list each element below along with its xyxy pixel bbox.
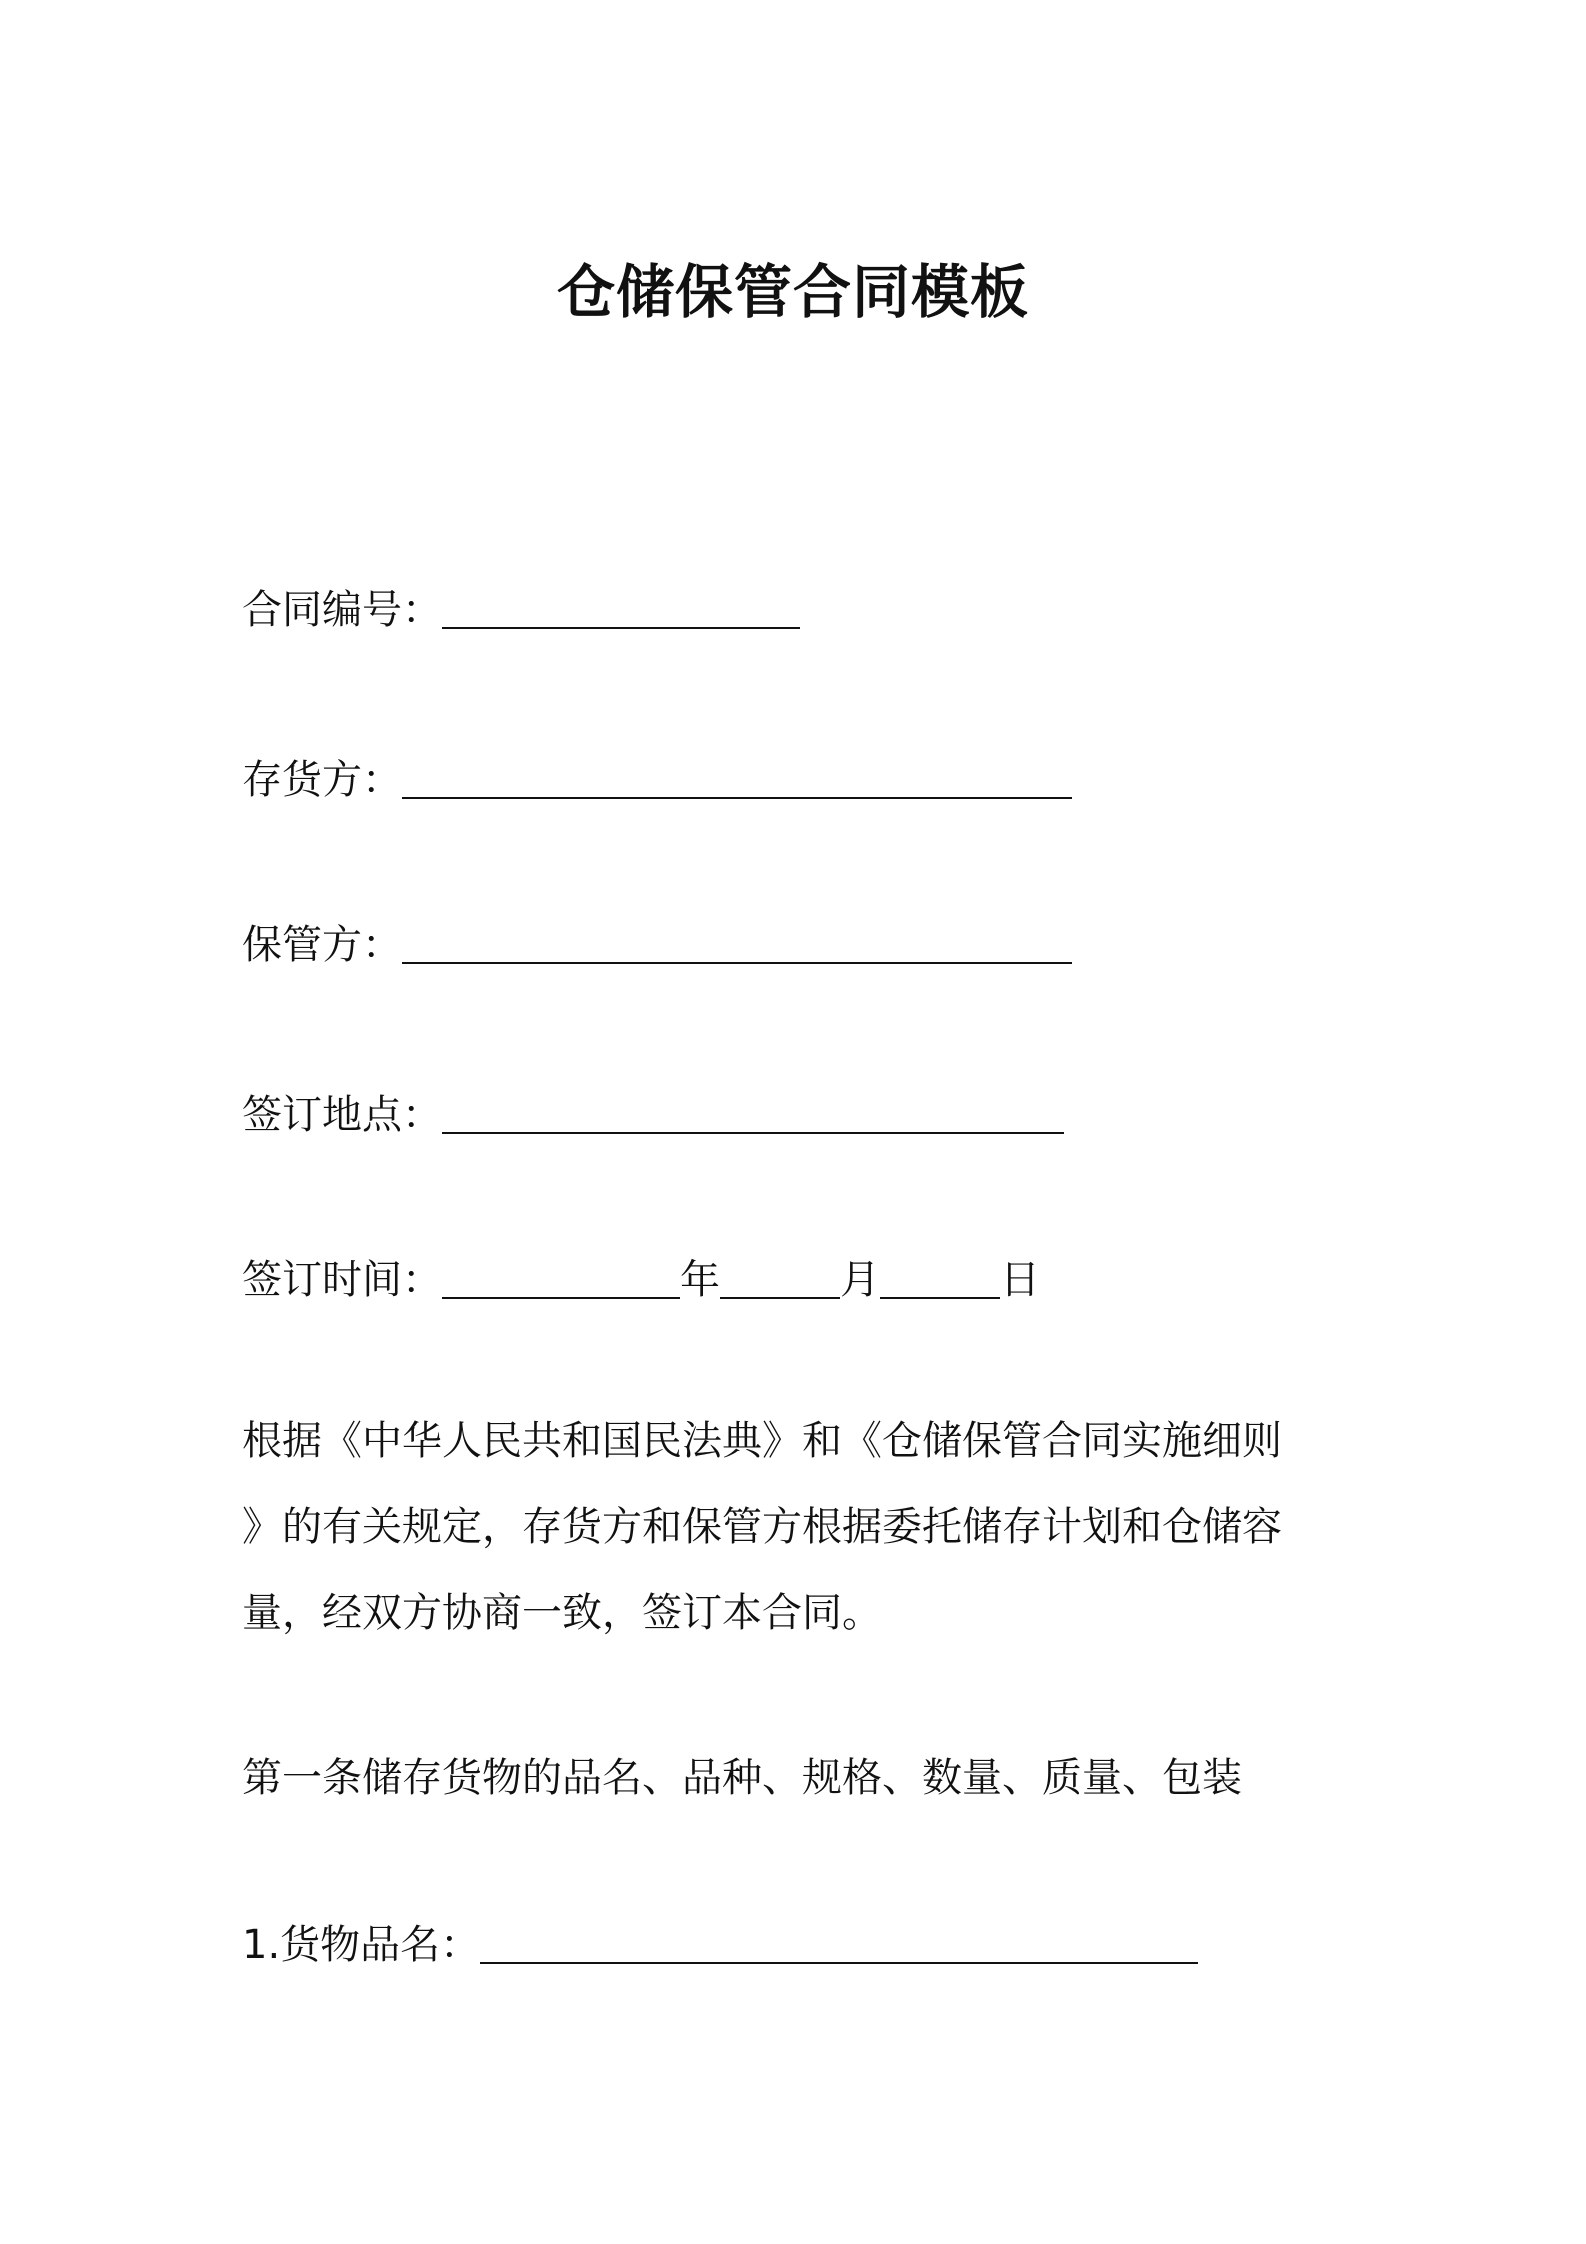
intro-line-3: 量，经双方协商一致，签订本合同。 — [242, 1590, 882, 1636]
goods-name-blank[interactable] — [480, 1922, 1198, 1964]
day-blank[interactable] — [880, 1257, 1000, 1299]
goods-name-label: 1.货物品名： — [242, 1922, 481, 1968]
sign-place-label: 签订地点： — [242, 1092, 442, 1138]
intro-paragraph — [242, 1398, 1362, 1656]
sign-place-blank[interactable] — [442, 1092, 1064, 1134]
month-label: 月 — [840, 1257, 880, 1303]
depositor-label: 存货方： — [242, 757, 402, 803]
sign-time-label: 签订时间： — [242, 1257, 442, 1303]
article1-heading: 第一条储存货物的品名、品种、规格、数量、质量、包装 — [242, 1755, 1242, 1801]
contract-number-label: 合同编号： — [242, 587, 442, 633]
goods-name-line — [242, 1915, 1198, 1975]
document-title: 仓储保管合同模板 — [556, 258, 1029, 326]
contract-number-blank[interactable] — [442, 587, 800, 629]
month-blank[interactable] — [720, 1257, 840, 1299]
sign-time-line — [242, 1250, 1040, 1310]
sign-place-line — [242, 1085, 1064, 1145]
custodian-label: 保管方： — [242, 922, 402, 968]
custodian-line — [242, 915, 1072, 975]
depositor-blank[interactable] — [402, 757, 1072, 799]
year-label: 年 — [680, 1257, 720, 1303]
day-label: 日 — [1000, 1257, 1040, 1303]
intro-line-2: 》的有关规定，存货方和保管方根据委托储存计划和仓储容 — [242, 1504, 1282, 1550]
custodian-blank[interactable] — [402, 922, 1072, 964]
contract-number-line — [242, 580, 800, 640]
intro-line-1: 根据《中华人民共和国民法典》和《仓储保管合同实施细则 — [242, 1418, 1282, 1464]
year-blank[interactable] — [442, 1257, 680, 1299]
depositor-line — [242, 750, 1072, 810]
